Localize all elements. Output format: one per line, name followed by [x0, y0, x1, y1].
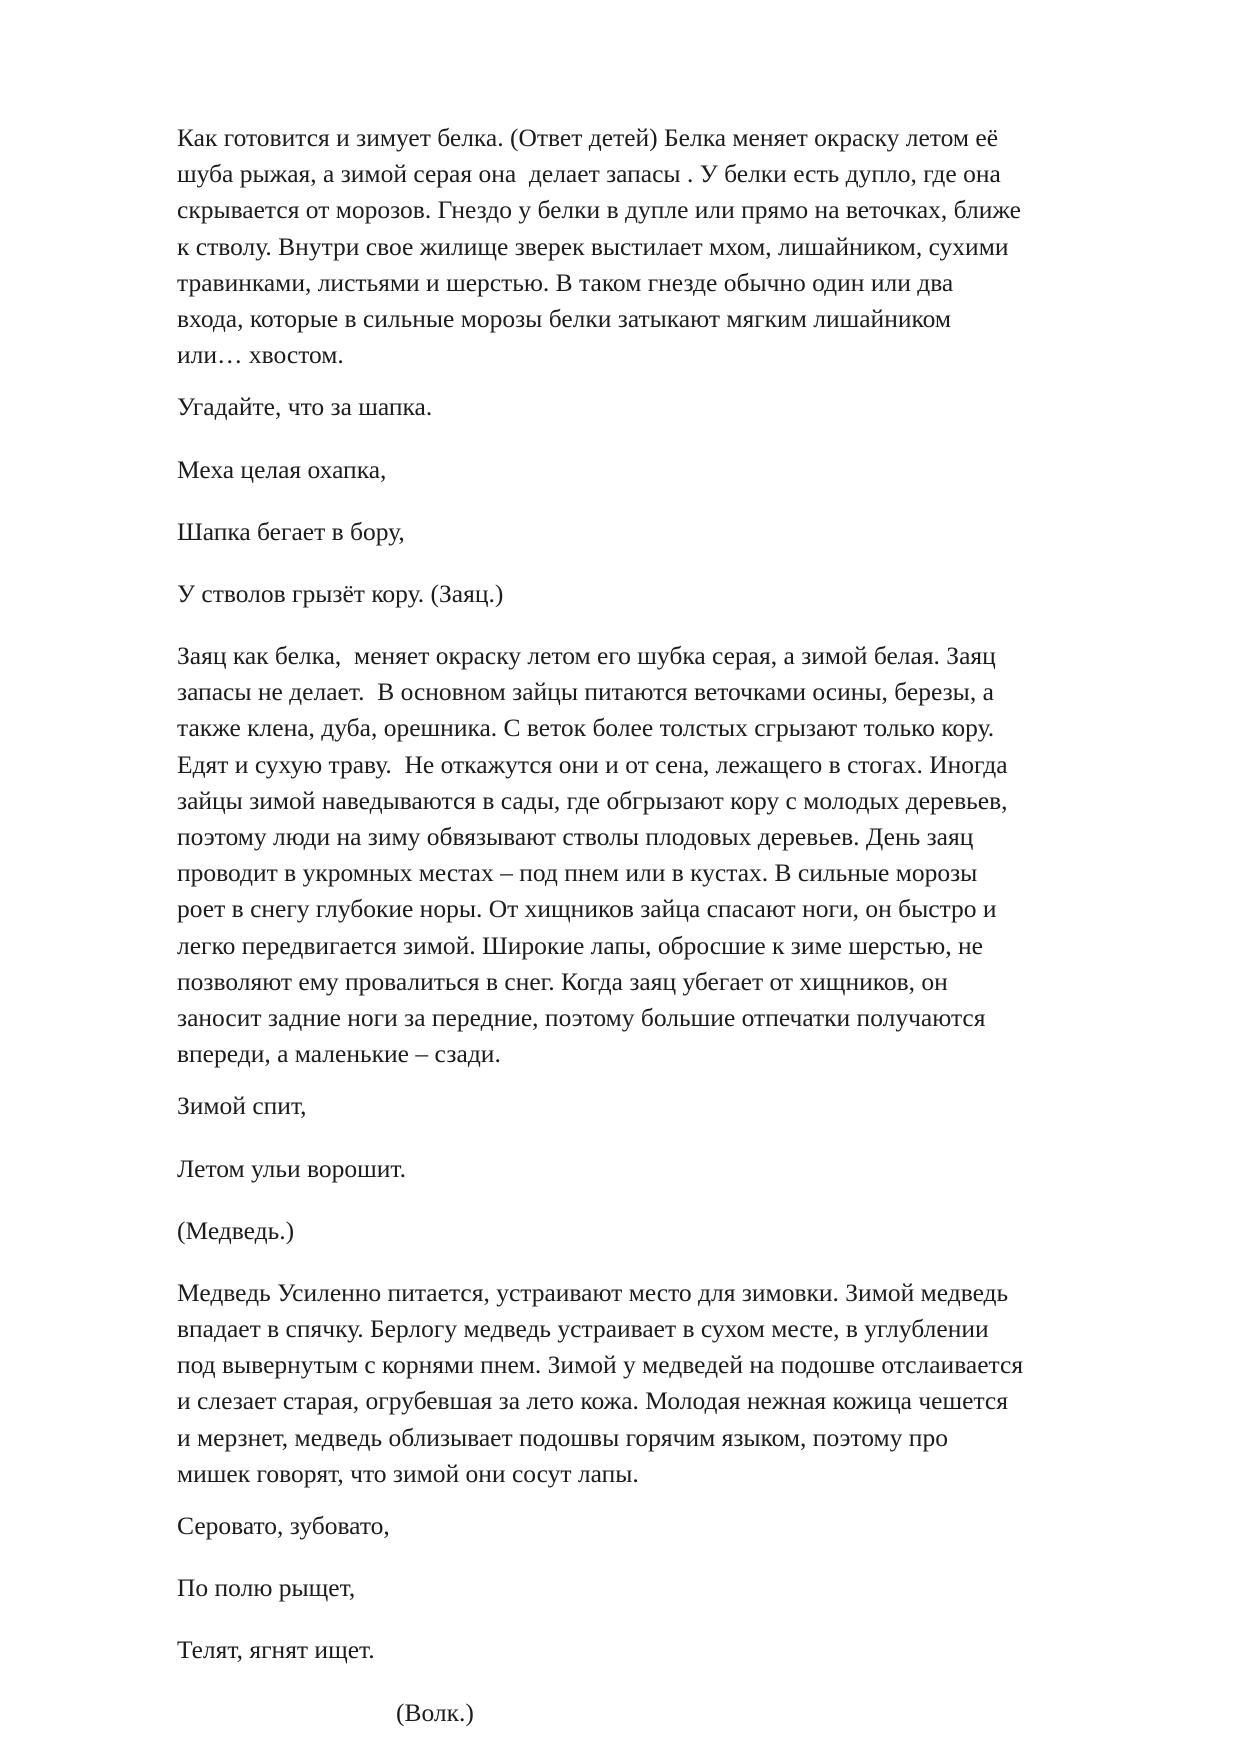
riddle-line: [177, 1151, 1162, 1187]
text-line: Шапка бегает в бору,: [177, 516, 405, 546]
riddle-answer: [177, 576, 1162, 612]
riddle-line: [177, 1632, 1162, 1668]
text-line: Меха целая охапка,: [177, 454, 387, 484]
text-line: также клена, дуба, орешника. С веток более толстых сгрызают только кору.: [177, 713, 995, 743]
text-line: (Медведь.): [177, 1215, 295, 1245]
text-line: позволяют ему провалиться в снег. Когда заяц убегает от хищников, он: [177, 966, 948, 996]
text-line: Телят, ягнят ищет.: [177, 1635, 375, 1665]
text-line: и слезает старая, огрубевшая за лето кожа. Молодая нежная кожица чешется: [177, 1386, 1008, 1416]
paragraph-bear: [177, 1275, 1162, 1492]
text-line: заносит задние ноги за передние, поэтому большие отпечатки получаются: [177, 1002, 986, 1032]
text-line: роет в снегу глубокие норы. От хищников зайца спасают ноги, он быстро и: [177, 894, 997, 924]
text-line: зайцы зимой наведываются в сады, где обгрызают кору с молодых деревьев,: [177, 785, 1008, 815]
text-line: входа, которые в сильные морозы белки затыкают мягким лишайником: [177, 303, 951, 333]
text-line: и мерзнет, медведь облизывает подошвы горячим языком, поэтому про: [177, 1422, 948, 1452]
text-line: Летом ульи ворошит.: [177, 1153, 407, 1183]
text-line: По полю рыщет,: [177, 1573, 356, 1603]
paragraph-squirrel: [177, 120, 1162, 373]
text-line: или… хвостом.: [177, 340, 344, 370]
riddle-line: [177, 1570, 1162, 1606]
text-line: поэтому люди на зиму обвязывают стволы плодовых деревьев. День заяц: [177, 822, 974, 851]
riddle-line: [177, 389, 1162, 425]
riddle-answer: [177, 1213, 1162, 1249]
text-line: травинками, листьями и шерстью. В таком гнезде обычно один или два: [177, 267, 954, 297]
text-line: Едят и сухую траву. Не откажутся они и от сена, лежащего в стогах. Иногда: [177, 749, 1008, 779]
riddle-line: [177, 1508, 1162, 1544]
riddle-line: [177, 1088, 1162, 1124]
text-line: запасы не делает. В основном зайцы питаются веточками осины, березы, а: [177, 677, 994, 707]
text-line: мишек говорят, что зимой они сосут лапы.: [177, 1458, 639, 1488]
text-line: Как готовится и зимует белка. (Ответ детей) Белка меняет окраску летом её: [177, 123, 999, 152]
riddle-line: [177, 514, 1162, 550]
text-line: Серовато, зубовато,: [177, 1511, 390, 1540]
text-line: Угадайте, что за шапка.: [177, 392, 433, 422]
text-line: шуба рыжая, а зимой серая она делает запасы . У белки есть дупло, где она: [177, 159, 1001, 189]
text-line: к стволу. Внутри свое жилище зверек выстилает мхом, лишайником, сухими: [177, 231, 1009, 261]
text-line: под вывернутым с корнями пнем. Зимой у медведей на подошве отслаивается: [177, 1350, 1024, 1380]
text-line: проводит в укромных местах – под пнем или в кустах. В сильные морозы: [177, 858, 978, 888]
riddle-answer: [177, 1695, 1162, 1731]
document-body: [177, 120, 1162, 1757]
text-line: Зимой спит,: [177, 1091, 307, 1121]
text-line: Заяц как белка, меняет окраску летом его шубка серая, а зимой белая. Заяц: [177, 641, 996, 671]
text-line: (Волк.): [396, 1697, 474, 1727]
text-line: скрывается от морозов. Гнездо у белки в дупле или прямо на веточках, ближе: [177, 195, 1021, 225]
text-line: легко передвигается зимой. Широкие лапы, обросшие к зиме шерстью, не: [177, 930, 983, 960]
text-line: впадает в спячку. Берлогу медведь устраивает в сухом месте, в углублении: [177, 1314, 989, 1344]
paragraph-hare: [177, 638, 1162, 1072]
text-line: У стволов грызёт кору. (Заяц.): [177, 578, 504, 608]
text-line: Медведь Усиленно питается, устраивают место для зимовки. Зимой медведь: [177, 1277, 1009, 1307]
text-line: впереди, а маленькие – сзади.: [177, 1039, 501, 1069]
riddle-line: [177, 452, 1162, 488]
